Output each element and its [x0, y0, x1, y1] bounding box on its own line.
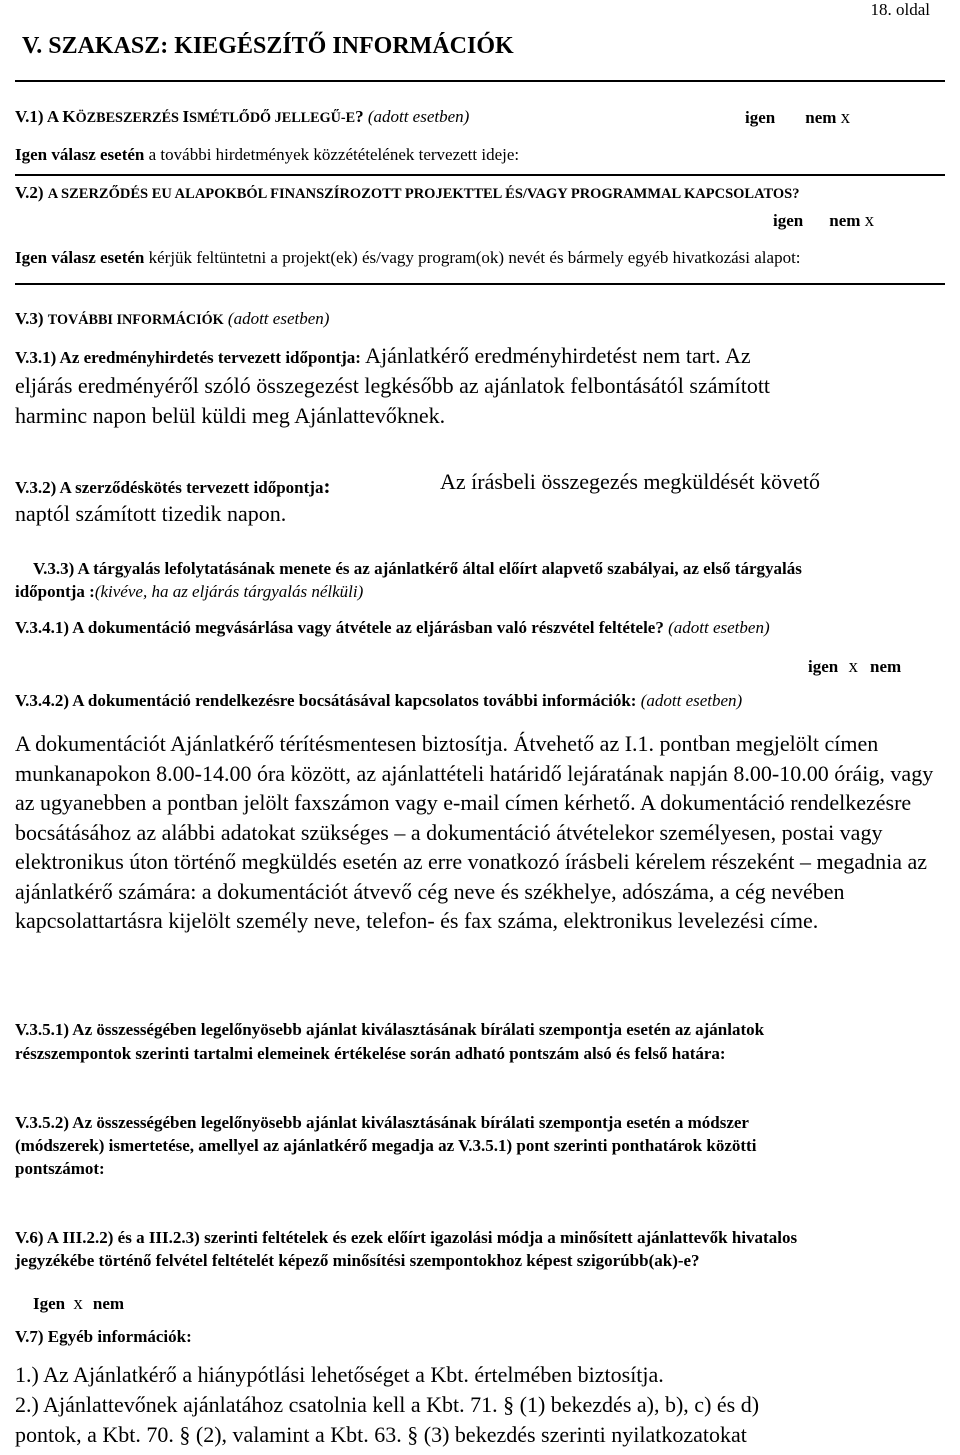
v1-heading: V.1) A KÖZBESZERZÉS ISMÉTLŐDŐ JELLEGŰ-E? (adott esetben): [15, 107, 470, 126]
v341-heading: V.3.4.1) A dokumentáció megvásárlása vagy átvétele az eljárásban való részvétel feltétele? (adott esetben): [15, 618, 770, 637]
v31-line1: V.3.1) Az eredményhirdetés tervezett időpontja: Ajánlatkérő eredményhirdetést nem tart. Az: [15, 343, 751, 368]
v7-item2-line1: 2.) Ajánlattevőnek ajánlatához csatolnia kell a Kbt. 71. § (1) bekezdés a), b), c) és d): [15, 1392, 760, 1417]
v6-line2: jegyzékébe történő felvétel feltételét képező minősítési szempontokhoz képest szigorúbb(ak)-e?: [15, 1251, 700, 1270]
v341-answer: igen x nem: [808, 656, 902, 677]
section-title: V. SZAKASZ: KIEGÉSZÍTŐ INFORMÁCIÓK: [22, 33, 514, 59]
v2-followup: Igen válasz esetén kérjük feltüntetni a projekt(ek) és/vagy program(ok) nevét és bármely egyéb hivatkozási alapot:: [15, 248, 801, 267]
v2-heading: V.2) A SZERZŐDÉS EU ALAPOKBÓL FINANSZÍROZOTT PROJEKTTEL ÉS/VAGY PROGRAMMAL KAPCSOLATOS?: [15, 183, 800, 202]
v6-line1: V.6) A III.2.2) és a III.2.3) szerinti feltételek és ezek előírt igazolási módja a minősített ajánlattevők hivatalos: [15, 1228, 798, 1247]
v7-item1: 1.) Az Ajánlatkérő a hiánypótlási lehetőséget a Kbt. értelmében biztosítja.: [15, 1362, 664, 1387]
v6-answer: Igen x nem: [33, 1293, 125, 1314]
divider: [15, 80, 945, 82]
v31-line2: eljárás eredményéről szóló összegezést legkésőbb az ajánlatok felbontásától számított: [15, 373, 771, 398]
v1-followup: Igen válasz esetén a további hirdetmények közzétételének tervezett ideje:: [15, 145, 520, 164]
v3-heading: V.3) TOVÁBBI INFORMÁCIÓK (adott esetben): [15, 309, 330, 328]
v32-line2: naptól számított tizedik napon.: [15, 501, 287, 526]
v352-line1: V.3.5.2) Az összességében legelőnyösebb ajánlat kiválasztásának bírálati szempontja esetén a módszer: [15, 1113, 749, 1132]
v352-line3: pontszámot:: [15, 1159, 105, 1178]
v33-line1: V.3.3) A tárgyalás lefolytatásának menete és az ajánlatkérő által előírt alapvető szabályai, az első tárgyalás: [33, 559, 802, 578]
v351-line2: részszempontok szerinti tartalmi elemeinek értékelése során adható pontszám alsó és felső határa:: [15, 1044, 726, 1063]
divider: [15, 283, 945, 285]
v342-heading: V.3.4.2) A dokumentáció rendelkezésre bocsátásával kapcsolatos további információk: (adott esetben): [15, 691, 743, 710]
v32-label: V.3.2) A szerződéskötés tervezett időpontja:: [15, 474, 331, 498]
page-number: 18. oldal: [870, 0, 930, 19]
v33-line2: időpontja :(kivéve, ha az eljárás tárgyalás nélküli): [15, 582, 364, 601]
divider: [15, 174, 945, 176]
v7-heading: V.7) Egyéb információk:: [15, 1327, 192, 1346]
v1-answer: igen nem x: [745, 107, 851, 128]
v342-paragraph: A dokumentációt Ajánlatkérő térítésmentesen biztosítja. Átvehető az I.1. pontban megjelölt címen munkanapokon 8.00-14.00 óra között, az ajánlattételi határidő lejáratának napján 8.00-10.00 óráig, vagy az ugyanebben a pontban jelölt faxszámon vagy e-mail címen kérhető. A dokumentáció rendelkezésre bocsátásához az alábbi adatokat szükséges – a dokumentáció átvételekor személyesen, postai vagy elektronikus úton történő megküldés esetén az erre vonatkozó írásbeli kérelem részeként – megadnia az ajánlatkérő számára: a dokumentációt átvevő cég neve és székhelye, adószáma, a cég nevében kapcsolattartásra kijelölt személy neve, telefon- és fax száma, elektronikus levelezési címe.: [15, 731, 934, 933]
v2-answer: igen nem x: [773, 210, 875, 231]
v32-text: Az írásbeli összegezés megküldését követő: [440, 469, 820, 494]
v352-line2: (módszerek) ismertetése, amellyel az ajánlatkérő megadja az V.3.5.1) pont szerinti ponthatárok közötti: [15, 1136, 757, 1155]
v31-line3: harminc napon belül küldi meg Ajánlattevőknek.: [15, 403, 446, 428]
v7-item2-line2: pontok, a Kbt. 70. § (2), valamint a Kbt. 63. § (3) bekezdés szerinti nyilatkozatokat: [15, 1422, 747, 1447]
v351-line1: V.3.5.1) Az összességében legelőnyösebb ajánlat kiválasztásának bírálati szempontja esetén az ajánlatok: [15, 1020, 765, 1039]
